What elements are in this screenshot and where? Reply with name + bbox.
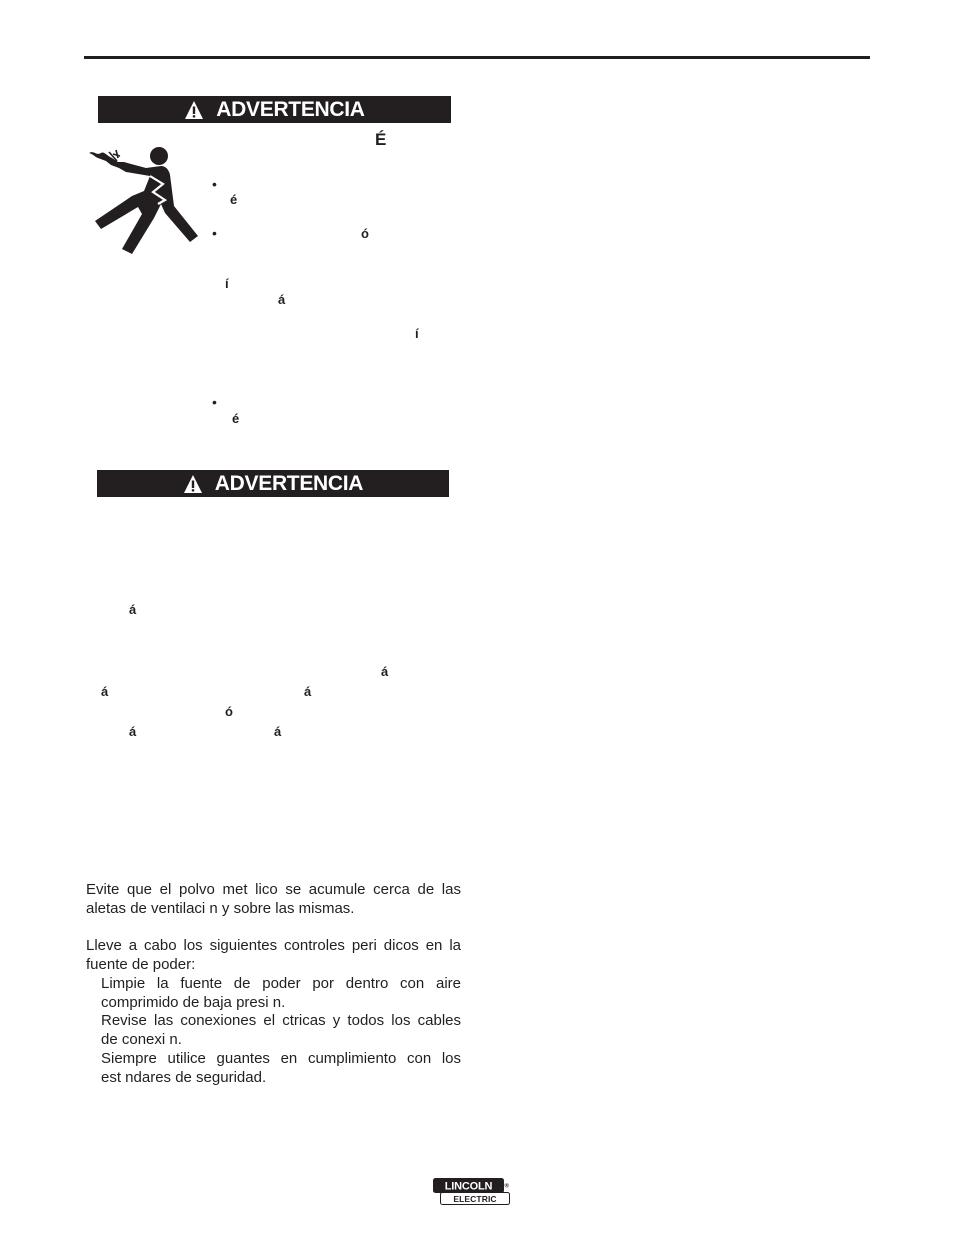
warning-triangle-icon (184, 100, 204, 120)
maintenance-paragraph (86, 880, 461, 918)
paragraph-line: aletas de ventilaci n y sobre las mismas. (86, 900, 355, 917)
text-fragment: á (304, 684, 312, 699)
warning-triangle-icon (183, 474, 203, 494)
logo-bottom-text: ELECTRIC (453, 1194, 497, 1204)
bullet: • (212, 176, 217, 192)
text-fragment: á (381, 664, 389, 679)
text-fragment: É (375, 130, 387, 149)
text-fragment: ó (361, 226, 369, 241)
text-fragment: é (230, 192, 238, 207)
text-fragment: á (129, 602, 137, 617)
warning-label: ADVERTENCIA (216, 97, 365, 121)
electric-shock-icon (86, 144, 202, 256)
item-line: Revise las conexiones el ctricas y todos los cables (101, 1012, 461, 1029)
warning-banner (98, 96, 451, 123)
logo-top-text: LINCOLN (444, 1180, 493, 1193)
check-item (101, 1049, 461, 1087)
paragraph-line: Evite que el polvo met lico se acumule cerca de las (86, 881, 461, 898)
text-fragment: á (129, 724, 137, 739)
warning-banner (97, 470, 449, 497)
item-line: comprimido de baja presi n. (101, 994, 286, 1011)
bullet: • (212, 394, 217, 410)
text-fragment: í (225, 276, 229, 291)
bullet: • (212, 225, 217, 241)
paragraph-line: Lleve a cabo los siguientes controles peri dicos en la (86, 937, 461, 954)
registered-mark: ® (504, 1183, 509, 1190)
header-rule (84, 56, 870, 59)
text-fragment: á (274, 724, 282, 739)
check-item (101, 1011, 461, 1049)
text-fragment: é (232, 411, 240, 426)
warning-label: ADVERTENCIA (214, 471, 364, 495)
text-fragment: á (278, 292, 286, 307)
text-fragment: ó (225, 704, 233, 719)
check-item (101, 974, 461, 1012)
lincoln-electric-logo (433, 1178, 513, 1208)
item-line: est ndares de seguridad. (101, 1069, 267, 1086)
periodic-checks-paragraph (86, 936, 461, 974)
text-fragment: í (415, 326, 419, 341)
item-line: Limpie la fuente de poder por dentro con aire (101, 975, 461, 992)
item-line: de conexi n. (101, 1031, 182, 1048)
paragraph-line: fuente de poder: (86, 956, 196, 973)
item-line: Siempre utilice guantes en cumplimiento con los (101, 1050, 461, 1067)
text-fragment: á (101, 684, 109, 699)
